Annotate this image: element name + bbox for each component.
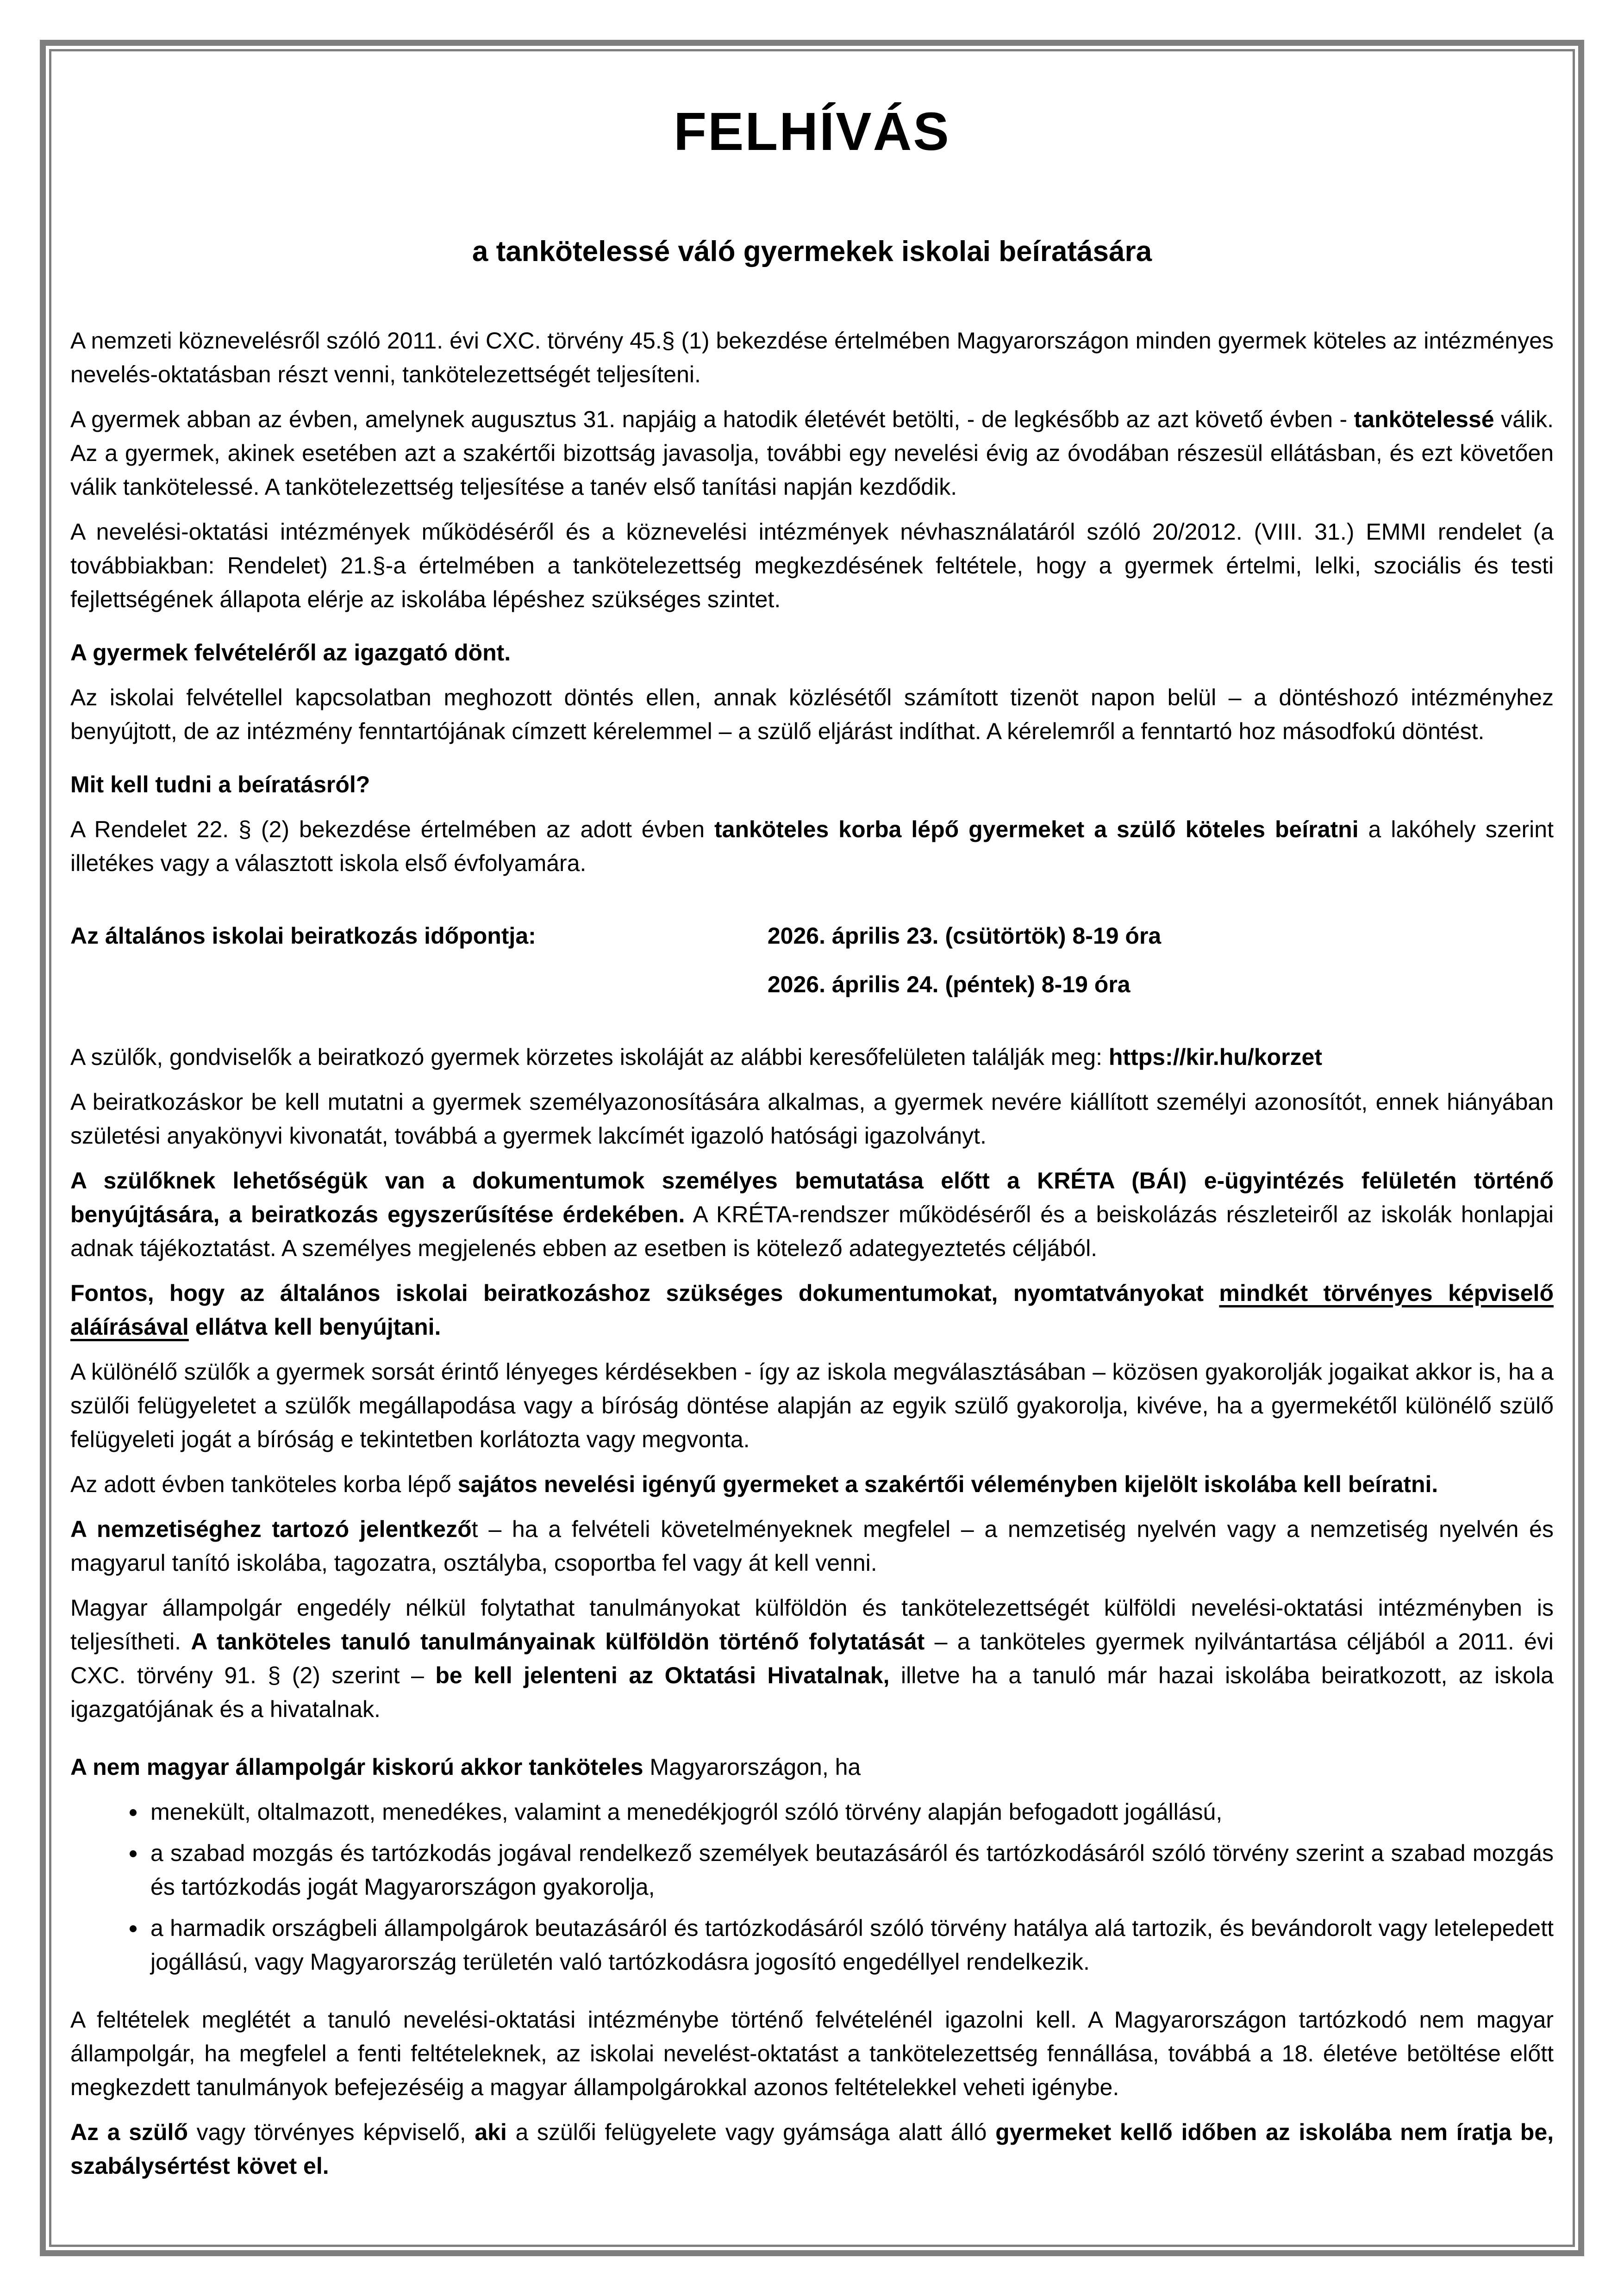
bullet-item <box>147 1911 1554 1979</box>
paragraph <box>70 1468 1554 1501</box>
text-run: mindkét törvényes képviselő aláírásával <box>70 1280 1554 1340</box>
enrollment-dates <box>70 919 1554 1002</box>
kir-korzet-link[interactable]: https://kir.hu/korzet <box>1108 1044 1323 1070</box>
text-run: Az a szülő <box>70 2119 188 2145</box>
document-subtitle: a tankötelessé váló gyermekek iskolai beíratására <box>472 236 1152 268</box>
text-run: A nemzetiséghez tartozó jelentkező <box>70 1516 472 1542</box>
text-run: sajátos nevelési igényű gyermeket a szakértői véleményben kijelölt iskolába kell beíratni. <box>457 1471 1438 1497</box>
document-title: FELHÍVÁS <box>674 101 950 162</box>
text-run: a szülői felügyelete vagy gyámsága alatt álló <box>506 2119 996 2145</box>
text-run: illetve ha a tanuló már hazai iskolába beiratkozott, az iskola igazgatójának és a hivatalnak. <box>70 1662 1554 1722</box>
text-run: A gyermek felvételéről az igazgató dönt. <box>70 639 511 666</box>
paragraph <box>70 1276 1554 1344</box>
text-run: A feltételek meglétét a tanuló nevelési-oktatási intézménybe történő felvételénél igazolni kell. A Magyarországon tartózkodó nem magyar állampolgár, ha megfelel a fenti feltételeknek, az iskolai nevelést-oktatást a tankötelezettség fennállása, továbbá a 18. életéve betöltése előtt megkezdett tanulmányok befejezéséig a magyar állampolgárokkal azonos feltételekkel veheti igénybe. <box>70 2006 1554 2100</box>
text-run: A szülőknek lehetőségük van a dokumentumok személyes bemutatása előtt a KRÉTA (BÁI) e-ügyintézés felületén történő benyújtására, a beiratkozás egyszerűsítése érdekében. <box>70 1167 1554 1227</box>
document-content <box>70 65 1554 2235</box>
text-run: A nem magyar állampolgár kiskorú akkor tanköteles <box>70 1754 643 1780</box>
text-run: aki <box>475 2119 507 2145</box>
text-run: tankötelessé <box>1354 406 1494 432</box>
text-run: A szülők, gondviselők a beiratkozó gyermek körzetes iskoláját az alábbi keresőfelületen találják meg: <box>70 1044 1109 1070</box>
text-run: t – ha a felvételi követelményeknek megfelel – a nemzetiség nyelvén vagy a nemzetiség nyelvén és magyarul tanító iskolába, tagozatra, osztályba, csoportba fel vagy át kell venni. <box>70 1516 1554 1576</box>
text-run: A tanköteles tanuló tanulmányainak külföldön történő folytatását <box>191 1628 925 1655</box>
text-run: gyermeket kellő időben az iskolába nem íratja be, szabálysértést követ el. <box>70 2119 1554 2179</box>
paragraph <box>70 2003 1554 2104</box>
text-run: Mit kell tudni a beíratásról? <box>70 771 370 797</box>
section-heading <box>70 768 1554 802</box>
text-run: Magyarországon, ha <box>643 1754 861 1780</box>
text-run: A gyermek abban az évben, amelynek augusztus 31. napjáig a hatodik életévét betölti, - de legkésőbb az azt követő évben - <box>70 406 1354 432</box>
paragraph <box>70 1164 1554 1265</box>
paragraph <box>70 2116 1554 2183</box>
text-run: ellátva kell benyújtani. <box>188 1313 441 1340</box>
enrollment-dates-row-1 <box>70 919 1554 953</box>
conditions-bullet-list <box>70 1795 1554 1979</box>
text-run: vagy törvényes képviselő, <box>188 2119 475 2145</box>
text-run: – a tanköteles gyermek nyilvántartása céljából a 2011. évi CXC. törvény 91. § (2) szerint – <box>70 1628 1554 1688</box>
paragraph <box>70 1750 1554 1784</box>
bullet-item <box>147 1836 1554 1904</box>
text-run: Magyar állampolgár engedély nélkül folytathat tanulmányokat külföldön és tankötelezettségét külföldi nevelési-oktatási intézményben is teljesítheti. <box>70 1594 1554 1655</box>
paragraph <box>70 681 1554 748</box>
text-run: Az iskolai felvétellel kapcsolatban meghozott döntés ellen, annak közlésétől számított tizenöt napon belül – a döntéshozó intézményhez benyújtott, de az intézmény fenntartójának címzett kérelemmel – a szülő eljárást indíthat. A kérelemről a fenntartó hoz másodfokú döntést. <box>70 684 1554 744</box>
text-run: A Rendelet 22. § (2) bekezdése értelmében az adott évben <box>70 816 714 842</box>
text-run: válik. Az a gyermek, akinek esetében azt a szakértői bizottság javasolja, további egy nevelési évig az óvodában részesül ellátásban, és ezt követően válik tankötelessé. A tankötelezettség teljesítése a tanév első tanítási napján kezdődik. <box>70 406 1554 500</box>
enrollment-dates-label: Az általános iskolai beiratkozás időpontja: <box>70 922 536 949</box>
text-run: tanköteles korba lépő gyermeket a szülő köteles beíratni <box>714 816 1359 842</box>
enrollment-date-1: 2026. április 23. (csütörtök) 8-19 óra <box>767 922 1162 949</box>
paragraph <box>70 813 1554 880</box>
text-run: A beiratkozáskor be kell mutatni a gyermek személyazonosítására alkalmas, a gyermek nevére kiállított személyi azonosítót, ennek hiányában születési anyakönyvi kivonatát, továbbá a gyermek lakcímét igazoló hatósági igazolványt. <box>70 1089 1554 1149</box>
enrollment-dates-row-2 <box>70 968 1554 1002</box>
paragraph <box>70 324 1554 392</box>
text-run: be kell jelenteni az Oktatási Hivatalnak, <box>435 1662 890 1688</box>
text-run: Fontos, hogy az általános iskolai beiratkozáshoz szükséges dokumentumokat, nyomtatványokat <box>70 1280 1219 1306</box>
text-run: A nemzeti köznevelésről szóló 2011. évi CXC. törvény 45.§ (1) bekezdése értelmében Magyarországon minden gyermek köteles az intézményes nevelés-oktatásban részt venni, tankötelezettségét teljesíteni. <box>70 327 1554 387</box>
text-run: a szabad mozgás és tartózkodás jogával rendelkező személyek beutazásáról és tartózkodásáról szóló törvény szerint a szabad mozgás és tartózkodás jogát Magyarországon gyakorolja, <box>150 1840 1554 1900</box>
text-run: A KRÉTA-rendszer működéséről és a beiskolázás részleteiről az iskolák honlapjai adnak tájékoztatást. A személyes megjelenés ebben az esetben is kötelező adategyeztetés céljából. <box>70 1201 1554 1261</box>
enrollment-date-2: 2026. április 24. (péntek) 8-19 óra <box>767 971 1131 997</box>
bullet-item <box>147 1795 1554 1829</box>
paragraph <box>70 1040 1554 1074</box>
paragraph <box>70 1512 1554 1580</box>
paragraph <box>70 1591 1554 1726</box>
paragraph <box>70 403 1554 504</box>
text-run: a harmadik országbeli állampolgárok beutazásáról és tartózkodásáról szóló törvény hatálya alá tartozik, és bevándorolt vagy letelepedett jogállású, vagy Magyarország területén való tartózkodásra jogosító engedéllyel rendelkezik. <box>150 1915 1554 1975</box>
text-run: Az adott évben tanköteles korba lépő <box>70 1471 458 1497</box>
text-run: a lakóhely szerint illetékes vagy a választott iskola első évfolyamára. <box>70 816 1554 876</box>
paragraph <box>70 1355 1554 1456</box>
paragraph <box>70 1085 1554 1153</box>
text-run: A különélő szülők a gyermek sorsát érintő lényeges kérdésekben - így az iskola megválasztásában – közösen gyakorolják jogaikat akkor is, ha a szülői felügyeletet a szülők megállapodása vagy a bíróság döntése alapján az egyik szülő gyakorolja, kivéve, ha a gyermekétől különélő szülő felügyeleti jogát a bíróság e tekintetben korlátozta vagy megvonta. <box>70 1358 1554 1452</box>
text-run: menekült, oltalmazott, menedékes, valamint a menedékjogról szóló törvény alapján befogadott jogállású, <box>150 1798 1223 1825</box>
section-heading <box>70 636 1554 670</box>
text-run: A nevelési-oktatási intézmények működéséről és a köznevelési intézmények névhasználatáról szóló 20/2012. (VIII. 31.) EMMI rendelet (a továbbiakban: Rendelet) 21.§-a értelmében a tankötelezettség megkezdésének feltétele, hogy a gyermek értelmi, lelki, szociális és testi fejlettségének állapota elérje az iskolába lépéshez szükséges szintet. <box>70 518 1554 612</box>
paragraph <box>70 515 1554 616</box>
